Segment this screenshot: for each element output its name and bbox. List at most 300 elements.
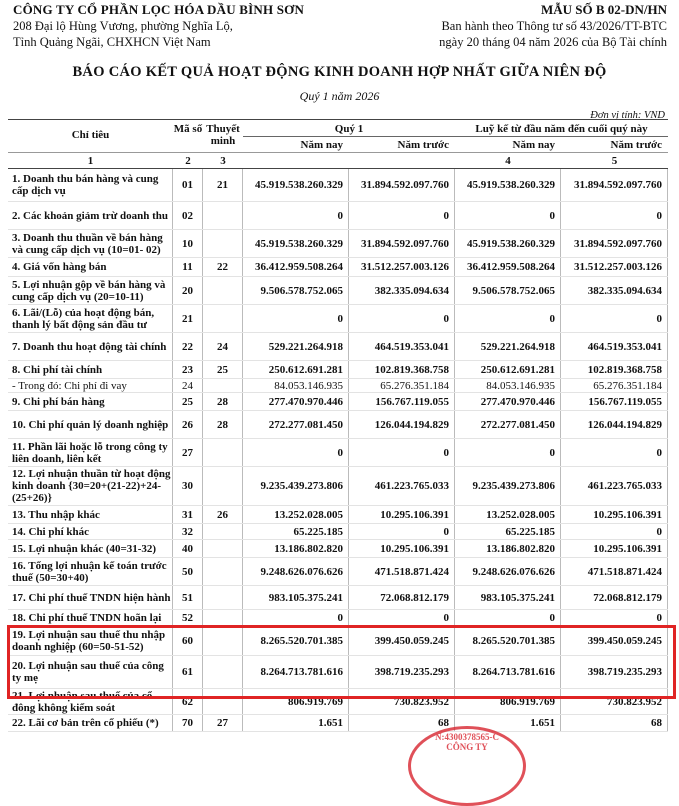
row-ytd-this-year — [455, 277, 561, 304]
row-ytd-last-year-text: 464.519.353.041 — [587, 340, 662, 353]
row-ytd-this-year-text: 8.265.520.701.385 — [472, 635, 555, 647]
row-ytd-this-year — [455, 540, 561, 557]
row-ytd-this-year-text: 983.105.375.241 — [480, 591, 555, 604]
row-code — [173, 202, 203, 229]
row-note — [203, 506, 243, 523]
company-seal — [408, 726, 526, 806]
row-label — [8, 230, 173, 257]
table-row — [8, 361, 668, 379]
row-quarter-last-year-text: 399.450.059.245 — [374, 635, 449, 647]
row-quarter-this-year-text: 8.264.713.781.616 — [260, 666, 343, 678]
row-note — [203, 393, 243, 410]
row-quarter-last-year-text: 382.335.094.634 — [374, 284, 449, 297]
row-code — [173, 333, 203, 360]
row-ytd-last-year — [561, 506, 668, 523]
row-quarter-last-year — [349, 277, 455, 304]
row-quarter-last-year-text: 461.223.765.033 — [374, 480, 449, 492]
form-header — [337, 2, 667, 50]
row-ytd-last-year-text: 398.719.235.293 — [587, 666, 662, 678]
row-ytd-this-year-text: 0 — [549, 446, 555, 459]
row-code — [173, 258, 203, 276]
row-quarter-last-year-text: 730.823.952 — [394, 695, 449, 708]
row-quarter-this-year-text: 529.221.264.918 — [268, 340, 343, 353]
row-quarter-this-year — [243, 467, 349, 505]
row-note — [203, 230, 243, 257]
row-quarter-last-year-text: 72.068.812.179 — [380, 591, 449, 604]
header-quarter-last-year: Năm trước — [397, 139, 449, 151]
row-ytd-this-year-text: 806.919.769 — [500, 695, 555, 708]
row-ytd-this-year — [455, 361, 561, 378]
row-quarter-this-year-text: 0 — [337, 209, 343, 222]
row-quarter-this-year — [243, 524, 349, 539]
row-label — [8, 524, 173, 539]
row-quarter-last-year-text: 102.819.368.758 — [374, 363, 449, 376]
row-ytd-last-year — [561, 524, 668, 539]
row-quarter-last-year-text: 0 — [443, 209, 449, 222]
row-ytd-last-year — [561, 411, 668, 438]
row-quarter-last-year-text: 31.894.592.097.760 — [361, 237, 449, 250]
row-quarter-last-year — [349, 202, 455, 229]
row-note-text: 25 — [217, 363, 228, 376]
row-quarter-this-year-text: 0 — [337, 312, 343, 325]
row-code-text: 10 — [182, 237, 193, 250]
row-label-text: - Trong đó: Chi phí đi vay — [12, 379, 127, 392]
header-note: Thuyết minh — [206, 123, 240, 147]
issued-by-line2: ngày 20 tháng 04 năm 2026 của Bộ Tài chính — [439, 35, 667, 49]
row-ytd-this-year-text: 45.919.538.260.329 — [467, 237, 555, 250]
row-ytd-last-year — [561, 715, 668, 731]
row-quarter-last-year — [349, 379, 455, 392]
row-ytd-this-year-text: 250.612.691.281 — [480, 363, 555, 376]
row-label-text: 1. Doanh thu bán hàng và cung cấp dịch vụ — [12, 173, 159, 197]
row-note — [203, 715, 243, 731]
row-label-text: 16. Tổng lợi nhuận kế toán trước thuế (50=30+40) — [12, 559, 167, 584]
row-label-text: 6. Lãi/(Lỗ) của hoạt động bán, thanh lý bất động sản đầu tư — [12, 306, 155, 331]
row-label-text: 13. Thu nhập khác — [12, 508, 100, 521]
table-row — [8, 202, 668, 230]
row-code-text: 32 — [182, 525, 193, 538]
header-quarter-this-year: Năm nay — [300, 139, 343, 151]
row-quarter-last-year — [349, 524, 455, 539]
row-ytd-last-year — [561, 393, 668, 410]
row-quarter-this-year-text: 277.470.970.446 — [268, 395, 343, 408]
company-name: CÔNG TY CỔ PHẦN LỌC HÓA DẦU BÌNH SƠN — [13, 2, 305, 17]
row-quarter-this-year-text: 13.186.802.820 — [274, 542, 343, 555]
row-code — [173, 277, 203, 304]
row-quarter-last-year — [349, 715, 455, 731]
row-quarter-last-year-text: 0 — [443, 446, 449, 459]
header-index-divider — [8, 152, 668, 153]
row-quarter-last-year-text: 65.276.351.184 — [380, 379, 449, 392]
row-ytd-this-year — [455, 305, 561, 332]
row-label-text: 20. Lợi nhuận sau thuế của công ty mẹ — [12, 660, 164, 684]
row-quarter-last-year — [349, 558, 455, 585]
row-quarter-last-year-text: 126.044.194.829 — [374, 418, 449, 431]
company-address-line2: Tỉnh Quảng Ngãi, CHXHCN Việt Nam — [13, 35, 211, 49]
row-ytd-last-year — [561, 169, 668, 201]
row-code-text: 60 — [182, 635, 193, 647]
row-quarter-this-year-text: 806.919.769 — [288, 695, 343, 708]
row-quarter-last-year — [349, 586, 455, 609]
row-ytd-last-year — [561, 333, 668, 360]
row-code-text: 70 — [182, 717, 193, 729]
row-ytd-this-year-text: 36.412.959.508.264 — [467, 261, 555, 273]
row-quarter-this-year — [243, 506, 349, 523]
row-quarter-last-year — [349, 411, 455, 438]
form-number: MẪU SỐ B 02-DN/HN — [540, 2, 667, 17]
row-code — [173, 540, 203, 557]
row-ytd-this-year-text: 65.225.185 — [505, 525, 555, 538]
row-quarter-last-year-text: 68 — [438, 717, 449, 729]
row-label-text: 10. Chi phí quản lý doanh nghiệp — [12, 418, 169, 431]
row-quarter-this-year-text: 0 — [337, 446, 343, 459]
row-ytd-last-year-text: 0 — [656, 312, 662, 325]
row-label — [8, 558, 173, 585]
row-label — [8, 439, 173, 466]
row-label — [8, 379, 173, 392]
row-note-text: 27 — [217, 717, 228, 729]
row-label-text: 2. Các khoản giảm trừ doanh thu — [12, 209, 169, 222]
row-quarter-last-year — [349, 393, 455, 410]
row-note-text: 26 — [217, 508, 228, 521]
row-ytd-last-year-text: 0 — [656, 446, 662, 459]
row-ytd-last-year — [561, 586, 668, 609]
row-label-text: 14. Chi phí khác — [12, 525, 90, 538]
row-ytd-last-year — [561, 202, 668, 229]
row-quarter-last-year — [349, 610, 455, 626]
row-ytd-this-year — [455, 393, 561, 410]
row-label — [8, 258, 173, 276]
row-note-text: 28 — [217, 395, 228, 408]
table-row — [8, 586, 668, 610]
table-row — [8, 305, 668, 333]
issued-by-line1: Ban hành theo Thông tư số 43/2026/TT-BTC — [441, 19, 667, 33]
row-quarter-this-year — [243, 558, 349, 585]
row-label-text: 22. Lãi cơ bản trên cổ phiếu (*) — [12, 717, 159, 729]
table-row — [8, 277, 668, 305]
row-quarter-last-year-text: 471.518.871.424 — [374, 565, 449, 578]
index-3: 3 — [220, 155, 226, 167]
row-ytd-this-year — [455, 202, 561, 229]
row-quarter-this-year — [243, 169, 349, 201]
row-ytd-this-year — [455, 411, 561, 438]
row-quarter-last-year-text: 31.894.592.097.760 — [361, 179, 449, 191]
row-quarter-last-year-text: 464.519.353.041 — [374, 340, 449, 353]
row-note — [203, 524, 243, 539]
row-code — [173, 715, 203, 731]
row-label — [8, 333, 173, 360]
row-code — [173, 393, 203, 410]
row-quarter-this-year-text: 9.235.439.273.806 — [260, 480, 343, 492]
row-label — [8, 467, 173, 505]
row-code — [173, 169, 203, 201]
header-ytd-this-year: Năm nay — [512, 139, 555, 151]
row-quarter-this-year — [243, 230, 349, 257]
row-quarter-this-year-text: 250.612.691.281 — [268, 363, 343, 376]
row-label — [8, 277, 173, 304]
row-ytd-this-year-text: 8.264.713.781.616 — [472, 666, 555, 678]
row-ytd-last-year-text: 126.044.194.829 — [587, 418, 662, 431]
row-note — [203, 361, 243, 378]
table-row — [8, 333, 668, 361]
row-ytd-last-year-text: 72.068.812.179 — [593, 591, 662, 604]
row-ytd-this-year-text: 1.651 — [530, 717, 555, 729]
row-ytd-last-year — [561, 277, 668, 304]
row-note — [203, 439, 243, 466]
row-ytd-last-year-text: 31.512.257.003.126 — [574, 261, 662, 273]
row-note — [203, 277, 243, 304]
row-quarter-this-year — [243, 277, 349, 304]
row-ytd-this-year — [455, 230, 561, 257]
row-code-text: 51 — [182, 591, 193, 604]
row-ytd-last-year-text: 102.819.368.758 — [587, 363, 662, 376]
row-note — [203, 610, 243, 626]
row-ytd-this-year-text: 9.248.626.076.626 — [472, 565, 555, 578]
row-ytd-this-year-text: 9.235.439.273.806 — [472, 480, 555, 492]
row-label — [8, 393, 173, 410]
row-ytd-this-year-text: 9.506.578.752.065 — [472, 284, 555, 297]
company-header — [13, 2, 343, 50]
row-quarter-last-year — [349, 333, 455, 360]
row-quarter-this-year — [243, 610, 349, 626]
row-ytd-last-year-text: 461.223.765.033 — [587, 480, 662, 492]
row-code-text: 62 — [182, 695, 193, 708]
row-ytd-last-year — [561, 467, 668, 505]
row-code-text: 02 — [182, 209, 193, 222]
row-note — [203, 169, 243, 201]
row-note — [203, 467, 243, 505]
row-code — [173, 506, 203, 523]
row-code-text: 27 — [182, 446, 193, 459]
row-label — [8, 202, 173, 229]
row-ytd-last-year-text: 10.295.106.391 — [593, 508, 662, 521]
row-code-text: 20 — [182, 284, 193, 297]
header-item: Chỉ tiêu — [71, 129, 110, 141]
row-quarter-this-year — [243, 540, 349, 557]
row-label-text: 19. Lợi nhuận sau thuế thu nhập doanh nghiệp (60=50-51-52) — [12, 629, 166, 653]
row-quarter-this-year-text: 0 — [337, 612, 343, 624]
row-ytd-this-year-text: 84.053.146.935 — [486, 379, 555, 392]
row-quarter-last-year — [349, 230, 455, 257]
report-title: BÁO CÁO KẾT QUẢ HOẠT ĐỘNG KINH DOANH HỢP NHẤT GIỮA NIÊN ĐỘ — [72, 64, 607, 80]
table-row — [8, 524, 668, 540]
row-quarter-this-year-text: 45.919.538.260.329 — [255, 237, 343, 250]
row-label-text: 7. Doanh thu hoạt động tài chính — [12, 340, 167, 353]
row-quarter-this-year-text: 36.412.959.508.264 — [255, 261, 343, 273]
row-ytd-last-year-text: 0 — [656, 209, 662, 222]
row-label-text: 11. Phần lãi hoặc lỗ trong công ty liên doanh, liên kết — [12, 440, 168, 465]
row-quarter-this-year-text: 272.277.081.450 — [268, 418, 343, 431]
row-note — [203, 202, 243, 229]
row-quarter-last-year — [349, 467, 455, 505]
row-quarter-this-year-text: 65.225.185 — [293, 525, 343, 538]
row-ytd-last-year-text: 68 — [651, 717, 662, 729]
row-quarter-this-year-text: 45.919.538.260.329 — [255, 179, 343, 191]
row-code — [173, 411, 203, 438]
row-code-text: 11 — [182, 261, 193, 273]
row-quarter-this-year — [243, 258, 349, 276]
row-label-text: 17. Chi phí thuế TNDN hiện hành — [12, 591, 171, 604]
table-row — [8, 411, 668, 439]
row-note-text: 24 — [217, 340, 228, 353]
row-ytd-this-year — [455, 586, 561, 609]
row-ytd-this-year — [455, 558, 561, 585]
row-label-text: 5. Lợi nhuận gộp về bán hàng và cung cấp dịch vụ (20=10-11) — [12, 278, 166, 303]
row-ytd-this-year-text: 277.470.970.446 — [480, 395, 555, 408]
row-label-text: 15. Lợi nhuận khác (40=31-32) — [12, 542, 157, 555]
row-quarter-last-year-text: 398.719.235.293 — [374, 666, 449, 678]
row-quarter-this-year-text: 9.248.626.076.626 — [260, 565, 343, 578]
report-period: Quý 1 năm 2026 — [299, 89, 380, 103]
row-ytd-last-year-text: 31.894.592.097.760 — [574, 237, 662, 250]
table-row — [8, 258, 668, 277]
row-ytd-last-year — [561, 379, 668, 392]
header-ytd-last-year: Năm trước — [610, 139, 662, 151]
row-label — [8, 411, 173, 438]
row-ytd-last-year-text: 471.518.871.424 — [587, 565, 662, 578]
row-ytd-this-year — [455, 333, 561, 360]
row-label-text: 12. Lợi nhuận thuần từ hoạt động kinh doanh {30=20+(21-22)+24-(25+26)} — [12, 468, 171, 504]
row-quarter-this-year — [243, 202, 349, 229]
row-code-text: 61 — [182, 666, 193, 678]
row-label — [8, 169, 173, 201]
row-ytd-last-year — [561, 258, 668, 276]
table-row — [8, 230, 668, 258]
row-ytd-this-year — [455, 610, 561, 626]
row-ytd-last-year-text: 0 — [656, 612, 662, 624]
row-code — [173, 379, 203, 392]
index-2: 2 — [185, 155, 191, 167]
row-label-text: 21. Lợi nhuận sau thuế của cổ đông không kiểm soát — [12, 689, 153, 714]
row-code-text: 23 — [182, 363, 193, 376]
row-code — [173, 558, 203, 585]
row-label-text: 9. Chi phí bán hàng — [12, 395, 105, 408]
row-code — [173, 230, 203, 257]
row-label-text: 3. Doanh thu thuần về bán hàng và cung cấp dịch vụ (10=01- 02) — [12, 231, 163, 256]
row-quarter-last-year-text: 0 — [443, 312, 449, 325]
table-row — [8, 393, 668, 411]
index-1: 1 — [87, 155, 94, 167]
row-ytd-last-year-text: 156.767.119.055 — [588, 395, 662, 408]
highlight-box — [7, 625, 676, 699]
row-code — [173, 467, 203, 505]
row-quarter-last-year-text: 31.512.257.003.126 — [361, 261, 449, 273]
row-ytd-last-year-text: 31.894.592.097.760 — [574, 179, 662, 191]
row-quarter-last-year — [349, 439, 455, 466]
row-code-text: 26 — [182, 418, 193, 431]
row-quarter-last-year-text: 0 — [443, 612, 449, 624]
row-label-text: 8. Chi phí tài chính — [12, 363, 103, 376]
company-address-line1: 208 Đại lộ Hùng Vương, phường Nghĩa Lộ, — [13, 19, 233, 33]
row-ytd-this-year — [455, 524, 561, 539]
row-note-text: 28 — [217, 418, 228, 431]
row-quarter-last-year — [349, 258, 455, 276]
header-quarter: Quý 1 — [334, 123, 364, 135]
row-quarter-this-year-text: 8.265.520.701.385 — [260, 635, 343, 647]
index-5: 5 — [611, 155, 618, 167]
row-code-text: 22 — [182, 340, 193, 353]
row-quarter-this-year-text: 13.252.028.005 — [274, 508, 343, 521]
row-quarter-last-year — [349, 506, 455, 523]
row-ytd-this-year — [455, 258, 561, 276]
row-quarter-last-year — [349, 305, 455, 332]
row-note — [203, 558, 243, 585]
row-note — [203, 586, 243, 609]
row-note-text: 22 — [217, 261, 228, 273]
row-ytd-last-year — [561, 305, 668, 332]
row-note — [203, 333, 243, 360]
header-ytd: Luỹ kế từ đầu năm đến cuối quý này — [475, 123, 648, 135]
row-label-text: 18. Chi phí thuế TNDN hoãn lại — [12, 612, 162, 624]
row-note — [203, 258, 243, 276]
row-ytd-last-year-text: 382.335.094.634 — [587, 284, 662, 297]
row-ytd-this-year-text: 13.186.802.820 — [486, 542, 555, 555]
row-quarter-last-year-text: 156.767.119.055 — [375, 395, 449, 408]
row-quarter-this-year — [243, 586, 349, 609]
row-quarter-this-year-text: 9.506.578.752.065 — [260, 284, 343, 297]
row-ytd-last-year-text: 65.276.351.184 — [593, 379, 662, 392]
row-ytd-this-year-text: 13.252.028.005 — [486, 508, 555, 521]
row-code — [173, 586, 203, 609]
row-quarter-this-year — [243, 411, 349, 438]
header-divider — [243, 136, 668, 137]
row-quarter-this-year — [243, 361, 349, 378]
row-ytd-this-year-text: 0 — [549, 312, 555, 325]
row-ytd-last-year — [561, 610, 668, 626]
index-4: 4 — [505, 155, 511, 167]
row-quarter-this-year — [243, 715, 349, 731]
row-note — [203, 540, 243, 557]
row-ytd-this-year-text: 0 — [549, 612, 555, 624]
row-quarter-last-year — [349, 540, 455, 557]
row-quarter-last-year — [349, 361, 455, 378]
seal-text: N:4300378565-C CÔNG TY — [435, 732, 499, 752]
row-quarter-last-year-text: 0 — [443, 525, 449, 538]
row-ytd-last-year-text: 399.450.059.245 — [587, 635, 662, 647]
row-ytd-this-year-text: 529.221.264.918 — [480, 340, 555, 353]
row-ytd-last-year — [561, 361, 668, 378]
table-row — [8, 379, 668, 393]
row-quarter-this-year — [243, 305, 349, 332]
row-code — [173, 524, 203, 539]
row-note-text: 21 — [217, 179, 228, 191]
row-code — [173, 439, 203, 466]
row-quarter-this-year-text: 1.651 — [318, 717, 343, 729]
row-quarter-last-year — [349, 169, 455, 201]
row-code — [173, 610, 203, 626]
row-note — [203, 379, 243, 392]
table-row — [8, 467, 668, 506]
row-code-text: 31 — [182, 508, 193, 521]
row-code-text: 50 — [182, 565, 193, 578]
row-ytd-last-year — [561, 540, 668, 557]
row-ytd-last-year-text: 10.295.106.391 — [593, 542, 662, 555]
row-label-text: 4. Giá vốn hàng bán — [12, 261, 107, 273]
row-code-text: 25 — [182, 395, 193, 408]
row-code — [173, 305, 203, 332]
currency-unit: Đơn vị tính: VND — [590, 110, 665, 121]
row-ytd-last-year — [561, 439, 668, 466]
row-code-text: 01 — [182, 179, 193, 191]
row-quarter-this-year — [243, 439, 349, 466]
row-code-text: 40 — [182, 542, 193, 555]
row-label — [8, 540, 173, 557]
row-quarter-this-year — [243, 379, 349, 392]
table-row — [8, 506, 668, 524]
table-row — [8, 715, 668, 732]
row-quarter-last-year-text: 10.295.106.391 — [380, 542, 449, 555]
row-label — [8, 506, 173, 523]
